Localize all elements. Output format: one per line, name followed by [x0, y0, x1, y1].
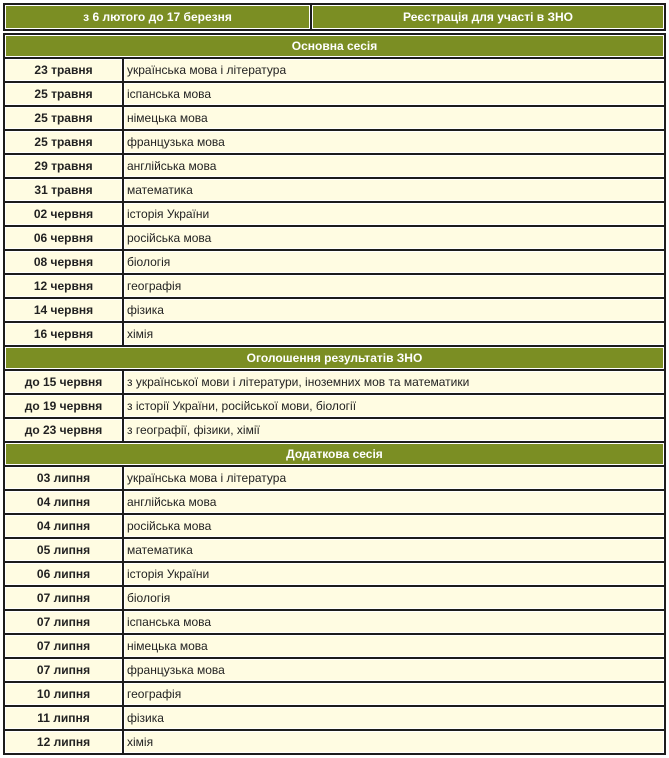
exam-subject: історія України [124, 563, 664, 585]
exam-date: 07 липня [5, 587, 122, 609]
exam-date: 31 травня [5, 179, 122, 201]
registration-period: з 6 лютого до 17 березня [5, 5, 310, 29]
exam-subject: німецька мова [124, 635, 664, 657]
exam-subject: іспанська мова [124, 83, 664, 105]
exam-date: 08 червня [5, 251, 122, 273]
schedule-table [3, 33, 666, 755]
main-session-header-row [5, 35, 664, 57]
exam-date: до 23 червня [5, 419, 122, 441]
schedule-body [5, 35, 664, 753]
exam-date: 25 травня [5, 131, 122, 153]
exam-subject: фізика [124, 707, 664, 729]
exam-subject: українська мова і література [124, 59, 664, 81]
table-row [5, 131, 664, 153]
exam-subject: англійська мова [124, 155, 664, 177]
extra-session-header-row [5, 443, 664, 465]
exam-subject: географія [124, 275, 664, 297]
exam-date: до 19 червня [5, 395, 122, 417]
table-row [5, 227, 664, 249]
exam-date: 14 червня [5, 299, 122, 321]
exam-subject: географія [124, 683, 664, 705]
exam-date: 06 липня [5, 563, 122, 585]
exam-date: до 15 червня [5, 371, 122, 393]
exam-date: 10 липня [5, 683, 122, 705]
main-session-title: Основна сесія [5, 35, 664, 57]
exam-date: 06 червня [5, 227, 122, 249]
exam-date: 03 липня [5, 467, 122, 489]
table-row [5, 83, 664, 105]
registration-label: Реєстрація для участі в ЗНО [312, 5, 664, 29]
table-row [5, 611, 664, 633]
results-header-row [5, 347, 664, 369]
exam-date: 11 липня [5, 707, 122, 729]
table-row [5, 707, 664, 729]
exam-subject: хімія [124, 731, 664, 753]
exam-subject: англійська мова [124, 491, 664, 513]
exam-date: 07 липня [5, 611, 122, 633]
exam-subject: іспанська мова [124, 611, 664, 633]
exam-subject: українська мова і література [124, 467, 664, 489]
table-row [5, 683, 664, 705]
exam-subject: російська мова [124, 227, 664, 249]
table-row [5, 419, 664, 441]
table-row [5, 275, 664, 297]
exam-subject: хімія [124, 323, 664, 345]
exam-subject: біологія [124, 251, 664, 273]
table-row [5, 299, 664, 321]
exam-subject: історія України [124, 203, 664, 225]
table-row [5, 371, 664, 393]
table-row [5, 59, 664, 81]
table-row [5, 659, 664, 681]
table-row [5, 587, 664, 609]
table-row [5, 491, 664, 513]
table-row [5, 323, 664, 345]
extra-session-title: Додаткова сесія [5, 443, 664, 465]
registration-row [5, 5, 664, 29]
table-row [5, 251, 664, 273]
table-row [5, 539, 664, 561]
exam-date: 05 липня [5, 539, 122, 561]
table-row [5, 107, 664, 129]
table-row [5, 179, 664, 201]
exam-subject: з історії України, російської мови, біології [124, 395, 664, 417]
exam-date: 25 травня [5, 107, 122, 129]
exam-date: 12 липня [5, 731, 122, 753]
schedule-container [3, 3, 666, 755]
table-row [5, 395, 664, 417]
exam-subject: з географії, фізики, хімії [124, 419, 664, 441]
exam-date: 04 липня [5, 515, 122, 537]
table-row [5, 203, 664, 225]
exam-date: 16 червня [5, 323, 122, 345]
exam-subject: біологія [124, 587, 664, 609]
exam-date: 04 липня [5, 491, 122, 513]
results-title: Оголошення результатів ЗНО [5, 347, 664, 369]
exam-date: 25 травня [5, 83, 122, 105]
exam-subject: російська мова [124, 515, 664, 537]
registration-header-table [3, 3, 666, 31]
exam-date: 07 липня [5, 659, 122, 681]
table-row [5, 635, 664, 657]
exam-subject: французька мова [124, 659, 664, 681]
table-row [5, 563, 664, 585]
exam-subject: французька мова [124, 131, 664, 153]
exam-date: 12 червня [5, 275, 122, 297]
exam-date: 23 травня [5, 59, 122, 81]
table-row [5, 731, 664, 753]
exam-date: 02 червня [5, 203, 122, 225]
table-row [5, 515, 664, 537]
exam-date: 29 травня [5, 155, 122, 177]
exam-subject: математика [124, 179, 664, 201]
exam-subject: математика [124, 539, 664, 561]
table-row [5, 467, 664, 489]
table-row [5, 155, 664, 177]
exam-date: 07 липня [5, 635, 122, 657]
exam-subject: німецька мова [124, 107, 664, 129]
exam-subject: фізика [124, 299, 664, 321]
exam-subject: з української мови і літератури, іноземних мов та математики [124, 371, 664, 393]
